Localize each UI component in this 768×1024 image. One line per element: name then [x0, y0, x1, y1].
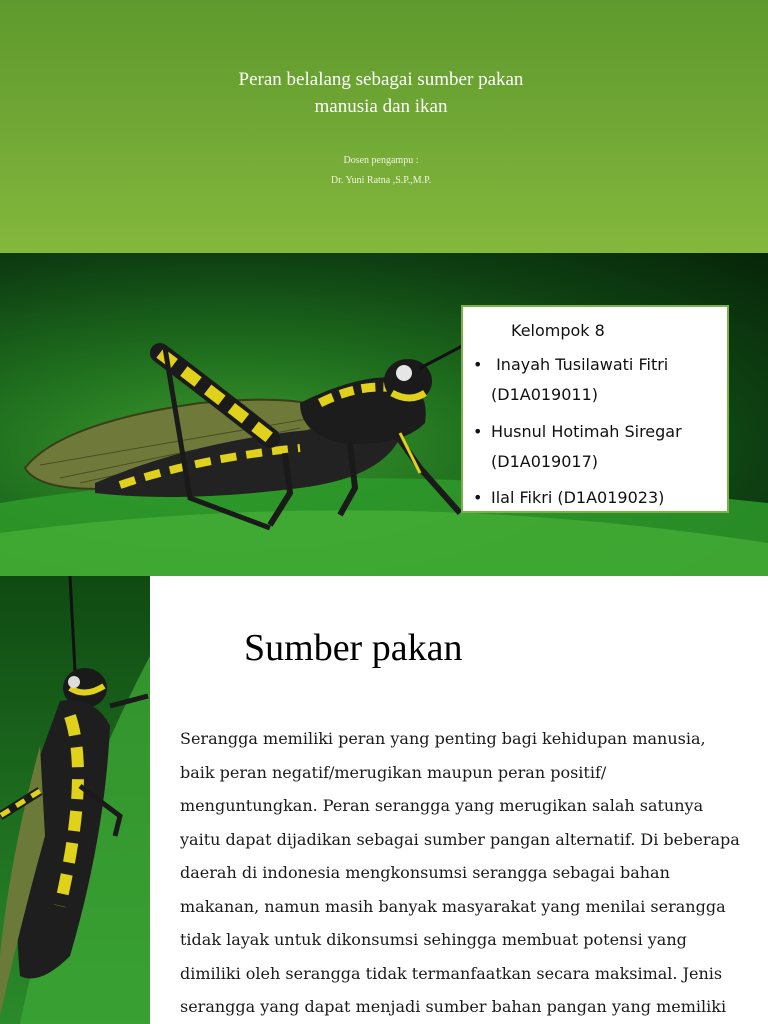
bullet-icon: • [473, 355, 483, 374]
group-label: Kelompok 8 [511, 321, 605, 340]
body-line: serangga yang dapat menjadi sumber bahan pangan yang memiliki [180, 997, 727, 1016]
member-item [473, 417, 723, 477]
title-line-1: Peran belalang sebagai sumber pakan [238, 69, 524, 90]
slide-title [150, 66, 612, 120]
body-line: makanan, namun masih banyak masyarakat yang menilai serangga [180, 896, 726, 916]
body-line: menguntungkan. Peran serangga yang merugikan salah satunya [180, 796, 704, 815]
member-item [473, 483, 723, 513]
lecturer-name: Dr. Yuni Ratna ,S.P.,M.P. [330, 175, 432, 186]
member-name: Ilal Fikri (D1A019023) [491, 488, 665, 507]
member-name: Inayah Tusilawati Fitri [491, 355, 669, 374]
slide-heading: Sumber pakan [244, 627, 463, 669]
body-line: yaitu dapat dijadikan sebagai sumber pangan alternatif. Di beberapa [180, 829, 740, 849]
grasshopper-side-illustration [0, 576, 150, 1024]
group-members-box [461, 305, 729, 513]
member-nim: (D1A019011) [491, 385, 599, 404]
body-line: dimiliki oleh serangga tidak termanfaatkan secara maksimal. Jenis [180, 963, 723, 983]
content-slide [0, 576, 768, 1024]
member-nim: (D1A019017) [491, 452, 599, 471]
body-text [180, 722, 740, 1024]
title-line-2: manusia dan ikan [314, 96, 448, 117]
lecturer-info [200, 151, 562, 191]
bullet-icon: • [473, 422, 483, 441]
body-line: Serangga memiliki peran yang penting bagi kehidupan manusia, [180, 729, 706, 748]
body-line: tidak layak untuk dikonsumsi sehingga membuat potensi yang [180, 930, 687, 949]
body-line: daerah di indonesia mengkonsumsi serangga sebagai bahan [180, 863, 670, 882]
member-name: Husnul Hotimah Siregar [491, 422, 682, 441]
grasshopper-side-photo [0, 576, 150, 1024]
member-item [473, 350, 723, 410]
title-header [0, 0, 768, 253]
body-line: baik peran negatif/merugikan maupun peran positif/ [180, 762, 607, 782]
bullet-icon: • [473, 488, 483, 507]
lecturer-label: Dosen pengampu : [343, 155, 419, 166]
